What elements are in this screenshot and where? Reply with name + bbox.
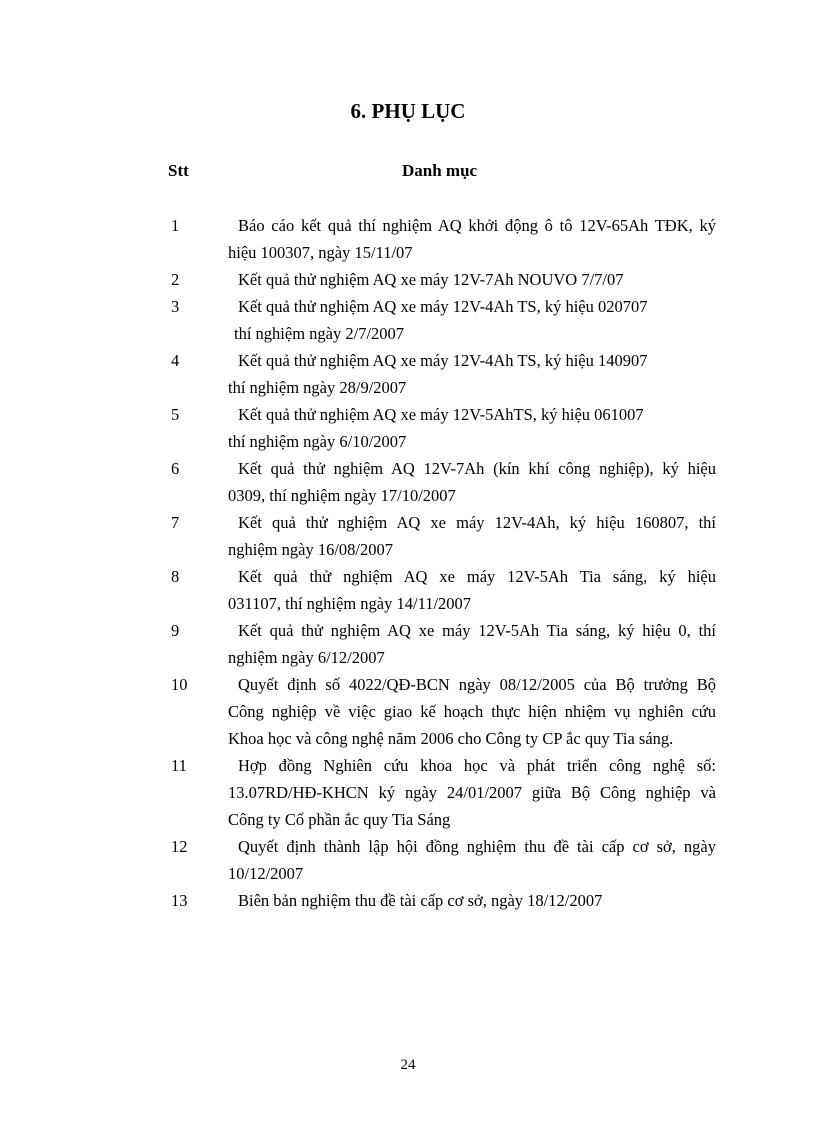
column-header-danh-muc: Danh mục	[402, 161, 478, 180]
item-text: Quyết định số 4022/QĐ-BCN ngày 08/12/2005 của Bộ trưởng Bộ Công nghiệp về việc giao kế hoạch thực hiện nhiệm vụ nghiên cứu Khoa học và công nghệ năm 2006 cho Công ty CP ắc quy Tia sáng.	[228, 675, 716, 748]
item-text: Hợp đồng Nghiên cứu khoa học và phát triển công nghệ số: 13.07RD/HĐ-KHCN ký ngày 24/01/2007 giữa Bộ Công nghiệp và Công ty Cổ phần ắc quy Tia Sáng	[228, 756, 716, 829]
item-number: 6	[171, 459, 180, 478]
item-text: Quyết định thành lập hội đồng nghiệm thu đề tài cấp cơ sở, ngày 10/12/2007	[228, 837, 716, 883]
item-text: Kết quả thử nghiệm AQ xe máy 12V-5AhTS, ký hiệu 061007 thí nghiệm ngày 6/10/2007	[228, 405, 644, 451]
column-header-stt: Stt	[168, 161, 189, 180]
item-text: Kết quả thử nghiệm AQ xe máy 12V-5Ah Tia sáng, ký hiệu 0, thí nghiệm ngày 6/12/2007	[228, 621, 716, 667]
item-number: 8	[171, 567, 180, 586]
item-text: Kết quả thử nghiệm AQ 12V-7Ah (kín khí công nghiệp), ký hiệu 0309, thí nghiệm ngày 17/10/2007	[228, 459, 716, 505]
page-number: 24	[400, 1057, 416, 1073]
item-text: Kết quả thử nghiệm AQ xe máy 12V-5Ah Tia sáng, ký hiệu 031107, thí nghiệm ngày 14/11/2007	[228, 567, 716, 613]
item-number: 4	[171, 351, 180, 370]
item-number: 11	[171, 756, 187, 775]
item-number: 13	[171, 891, 188, 910]
item-text: Biên bản nghiệm thu đề tài cấp cơ sở, ngày 18/12/2007	[238, 891, 603, 910]
item-number: 3	[171, 297, 180, 316]
item-number: 2	[171, 270, 180, 289]
item-number: 7	[171, 513, 180, 532]
item-text: Kết quả thử nghiệm AQ xe máy 12V-4Ah, ký hiệu 160807, thí nghiệm ngày 16/08/2007	[228, 513, 716, 559]
item-text: Kết quả thử nghiệm AQ xe máy 12V-4Ah TS, ký hiệu 140907 thí nghiệm ngày 28/9/2007	[228, 351, 648, 397]
page-title: 6. PHỤ LỤC	[350, 99, 466, 123]
item-number: 10	[171, 675, 188, 694]
item-text: Báo cáo kết quả thí nghiệm AQ khởi động ô tô 12V-65Ah TĐK, ký hiệu 100307, ngày 15/11/07	[228, 216, 716, 262]
item-number: 12	[171, 837, 188, 856]
item-text: Kết quả thử nghiệm AQ xe máy 12V-4Ah TS, ký hiệu 020707 thí nghiệm ngày 2/7/2007	[234, 297, 648, 343]
item-number: 1	[171, 216, 180, 235]
item-text: Kết quả thử nghiệm AQ xe máy 12V-7Ah NOUVO 7/7/07	[238, 270, 624, 289]
item-number: 9	[171, 621, 180, 640]
item-number: 5	[171, 405, 180, 424]
